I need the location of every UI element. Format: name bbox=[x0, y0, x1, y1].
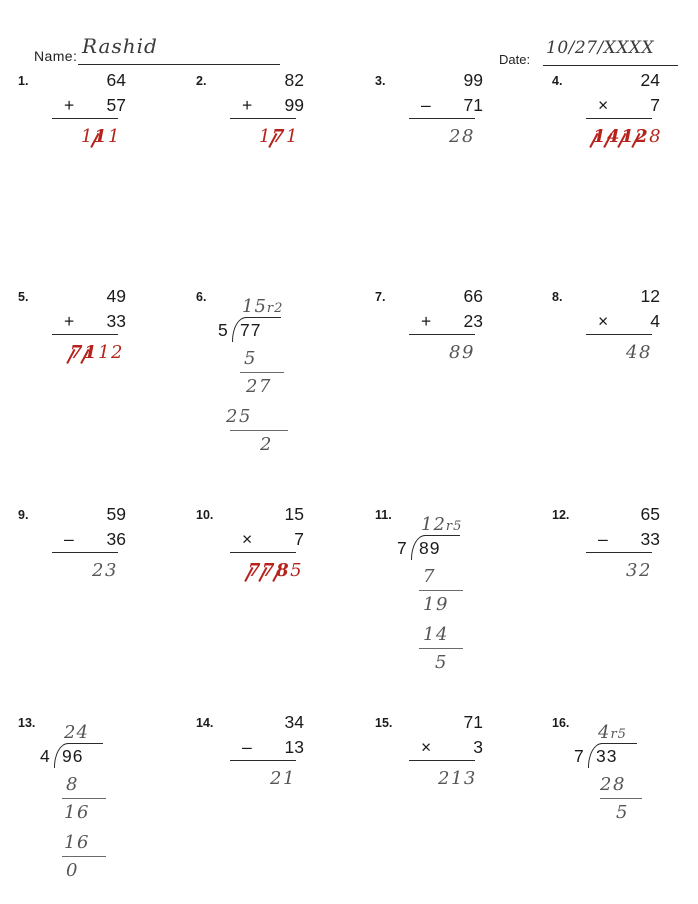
student-answer bbox=[438, 768, 477, 789]
date-value: 10/27/XXXX bbox=[546, 38, 655, 58]
operator-symbol: – bbox=[598, 529, 608, 549]
answer-digit: 3 bbox=[463, 768, 477, 789]
answer-line bbox=[230, 760, 296, 761]
vertical-expression bbox=[399, 284, 491, 334]
operator-symbol: – bbox=[421, 95, 431, 115]
name-underline bbox=[78, 64, 280, 65]
work-step: 8 bbox=[66, 774, 79, 795]
problem-number: 8. bbox=[552, 290, 563, 304]
vertical-expression bbox=[399, 68, 491, 118]
work-line bbox=[240, 372, 284, 373]
work-line bbox=[230, 430, 288, 431]
answer-line bbox=[586, 552, 652, 553]
student-answer bbox=[626, 560, 652, 581]
struck-digit: 7 bbox=[70, 342, 85, 363]
first-operand: 12 bbox=[640, 286, 660, 306]
work-step: 0 bbox=[66, 860, 79, 881]
problem-number: 5. bbox=[18, 290, 29, 304]
vertical-expression bbox=[220, 502, 312, 552]
answer-digit: 8 bbox=[449, 342, 462, 363]
work-step: 2 bbox=[260, 434, 273, 455]
operator-symbol: + bbox=[64, 95, 75, 115]
problem-number: 7. bbox=[375, 290, 386, 304]
vertical-expression bbox=[220, 710, 312, 760]
struck-digit: 7 bbox=[271, 126, 286, 147]
answer-digit: 8 bbox=[649, 126, 663, 147]
answer-digit: 4 bbox=[626, 342, 639, 363]
problem-number: 2. bbox=[196, 74, 207, 88]
student-answer bbox=[81, 126, 121, 147]
struck-digit: 1 bbox=[93, 126, 108, 147]
problem-number: 11. bbox=[375, 508, 392, 522]
student-answer bbox=[626, 342, 652, 363]
second-operand: 13 bbox=[284, 737, 304, 757]
answer-line bbox=[52, 552, 118, 553]
quotient: 15r2 bbox=[242, 296, 284, 317]
worksheet-header bbox=[0, 22, 698, 67]
answer-digit: 1 bbox=[98, 342, 112, 363]
work-step: 7 bbox=[423, 566, 436, 587]
first-operand: 65 bbox=[640, 504, 660, 524]
second-operand-row bbox=[42, 309, 134, 334]
work-step: 16 bbox=[64, 832, 90, 853]
student-answer bbox=[449, 342, 475, 363]
operator-symbol: × bbox=[598, 311, 609, 331]
problem-number: 10. bbox=[196, 508, 214, 522]
first-operand: 15 bbox=[284, 504, 304, 524]
vertical-expression bbox=[399, 710, 491, 760]
second-operand-row bbox=[220, 735, 312, 760]
operator-symbol: + bbox=[242, 95, 253, 115]
problem-number: 15. bbox=[375, 716, 393, 730]
second-operand-row bbox=[576, 309, 668, 334]
answer-digit: 3 bbox=[104, 560, 118, 581]
second-operand-row bbox=[399, 735, 491, 760]
remainder: r5 bbox=[610, 727, 627, 742]
problem-number: 3. bbox=[375, 74, 386, 88]
second-operand-row bbox=[42, 527, 134, 552]
divisor: 7 bbox=[397, 538, 407, 558]
work-step: 5 bbox=[435, 652, 448, 673]
work-line bbox=[62, 856, 106, 857]
remainder: r5 bbox=[445, 519, 463, 534]
answer-line bbox=[409, 760, 475, 761]
second-operand: 33 bbox=[106, 311, 126, 331]
date-label: Date: bbox=[499, 52, 531, 67]
answer-line bbox=[409, 334, 475, 335]
work-step: 28 bbox=[600, 774, 626, 795]
struck-digit: 1 bbox=[621, 126, 636, 147]
problem-number: 12. bbox=[552, 508, 570, 522]
dividend: 89 bbox=[419, 538, 441, 558]
answer-digit: 2 bbox=[438, 768, 451, 789]
first-operand: 66 bbox=[463, 286, 483, 306]
second-operand: 7 bbox=[294, 529, 304, 549]
vertical-expression bbox=[42, 284, 134, 334]
divisor: 4 bbox=[40, 746, 50, 766]
dividend: 33 bbox=[596, 746, 618, 766]
second-operand-row bbox=[576, 93, 668, 118]
answer-digit: 1 bbox=[81, 126, 94, 147]
answer-line bbox=[52, 334, 118, 335]
work-step: 16 bbox=[64, 802, 90, 823]
vertical-expression bbox=[576, 502, 668, 552]
answer-digit: 2 bbox=[270, 768, 283, 789]
problem-number: 14. bbox=[196, 716, 214, 730]
operator-symbol: + bbox=[64, 311, 75, 331]
quotient: 4r5 bbox=[598, 722, 627, 743]
vertical-expression bbox=[576, 284, 668, 334]
student-answer bbox=[270, 768, 296, 789]
quotient: 24 bbox=[64, 722, 89, 743]
answer-line bbox=[409, 118, 475, 119]
student-answer bbox=[248, 560, 303, 581]
first-operand: 24 bbox=[640, 70, 660, 90]
answer-line bbox=[586, 334, 652, 335]
answer-digit: 9 bbox=[461, 342, 475, 363]
answer-line bbox=[230, 118, 296, 119]
name-label: Name: bbox=[34, 48, 78, 64]
second-operand-row bbox=[399, 309, 491, 334]
answer-digit: 1 bbox=[285, 126, 299, 147]
dividend: 77 bbox=[240, 320, 262, 340]
answer-digit: 1 bbox=[259, 126, 272, 147]
second-operand: 3 bbox=[473, 737, 483, 757]
divisor: 7 bbox=[574, 746, 584, 766]
work-step: 27 bbox=[246, 376, 272, 397]
first-operand: 59 bbox=[106, 504, 126, 524]
second-operand-row bbox=[220, 527, 312, 552]
struck-digit: 7 bbox=[262, 560, 277, 581]
second-operand-row bbox=[576, 527, 668, 552]
work-step: 5 bbox=[244, 348, 257, 369]
first-operand: 99 bbox=[463, 70, 483, 90]
work-line bbox=[419, 648, 463, 649]
operator-symbol: × bbox=[598, 95, 609, 115]
answer-digit: 1 bbox=[282, 768, 296, 789]
answer-digit: 2 bbox=[111, 342, 124, 363]
second-operand-row bbox=[42, 93, 134, 118]
operator-symbol: + bbox=[421, 311, 432, 331]
struck-digit: 1 bbox=[84, 342, 99, 363]
second-operand: 71 bbox=[463, 95, 483, 115]
dividend: 96 bbox=[62, 746, 84, 766]
work-step: 14 bbox=[423, 624, 449, 645]
problem-number: 13. bbox=[18, 716, 36, 730]
work-line bbox=[419, 590, 463, 591]
student-answer bbox=[449, 126, 475, 147]
operator-symbol: – bbox=[242, 737, 252, 757]
problem-number: 1. bbox=[18, 74, 29, 88]
struck-digit: 4 bbox=[607, 126, 622, 147]
struck-digit: 8 bbox=[276, 560, 291, 581]
answer-digit: 8 bbox=[638, 342, 652, 363]
operator-symbol: × bbox=[421, 737, 432, 757]
second-operand: 4 bbox=[650, 311, 660, 331]
answer-digit: 2 bbox=[92, 560, 105, 581]
vertical-expression bbox=[220, 68, 312, 118]
second-operand-row bbox=[399, 93, 491, 118]
second-operand: 7 bbox=[650, 95, 660, 115]
work-line bbox=[600, 798, 642, 799]
problem-number: 9. bbox=[18, 508, 29, 522]
struck-digit: 1 bbox=[593, 126, 608, 147]
answer-digit: 8 bbox=[461, 126, 475, 147]
work-step: 25 bbox=[226, 406, 252, 427]
student-answer bbox=[593, 126, 662, 147]
student-answer bbox=[92, 560, 118, 581]
second-operand: 36 bbox=[106, 529, 126, 549]
work-step: 19 bbox=[423, 594, 449, 615]
answer-line bbox=[52, 118, 118, 119]
divisor: 5 bbox=[218, 320, 228, 340]
struck-digit: 7 bbox=[248, 560, 263, 581]
second-operand-row bbox=[220, 93, 312, 118]
second-operand: 99 bbox=[284, 95, 304, 115]
date-underline bbox=[543, 65, 678, 66]
problem-number: 16. bbox=[552, 716, 570, 730]
problem-number: 4. bbox=[552, 74, 563, 88]
answer-line bbox=[586, 118, 652, 119]
first-operand: 71 bbox=[463, 712, 483, 732]
vertical-expression bbox=[42, 68, 134, 118]
vertical-expression bbox=[576, 68, 668, 118]
struck-digit: 2 bbox=[635, 126, 650, 147]
quotient: 12r5 bbox=[421, 514, 463, 535]
remainder: r2 bbox=[266, 301, 284, 316]
student-answer bbox=[70, 342, 124, 363]
second-operand: 57 bbox=[106, 95, 126, 115]
answer-digit: 2 bbox=[638, 560, 652, 581]
work-step: 5 bbox=[616, 802, 629, 823]
student-answer bbox=[259, 126, 299, 147]
answer-digit: 1 bbox=[107, 126, 121, 147]
answer-digit: 2 bbox=[449, 126, 462, 147]
answer-digit: 3 bbox=[626, 560, 639, 581]
answer-digit: 5 bbox=[290, 560, 304, 581]
name-value: Rashid bbox=[82, 34, 158, 58]
answer-digit: 1 bbox=[450, 768, 464, 789]
first-operand: 64 bbox=[106, 70, 126, 90]
first-operand: 49 bbox=[106, 286, 126, 306]
problem-number: 6. bbox=[196, 290, 207, 304]
work-line bbox=[62, 798, 106, 799]
second-operand: 23 bbox=[463, 311, 483, 331]
operator-symbol: × bbox=[242, 529, 253, 549]
answer-line bbox=[230, 552, 296, 553]
operator-symbol: – bbox=[64, 529, 74, 549]
second-operand: 33 bbox=[640, 529, 660, 549]
first-operand: 34 bbox=[284, 712, 304, 732]
first-operand: 82 bbox=[284, 70, 304, 90]
vertical-expression bbox=[42, 502, 134, 552]
